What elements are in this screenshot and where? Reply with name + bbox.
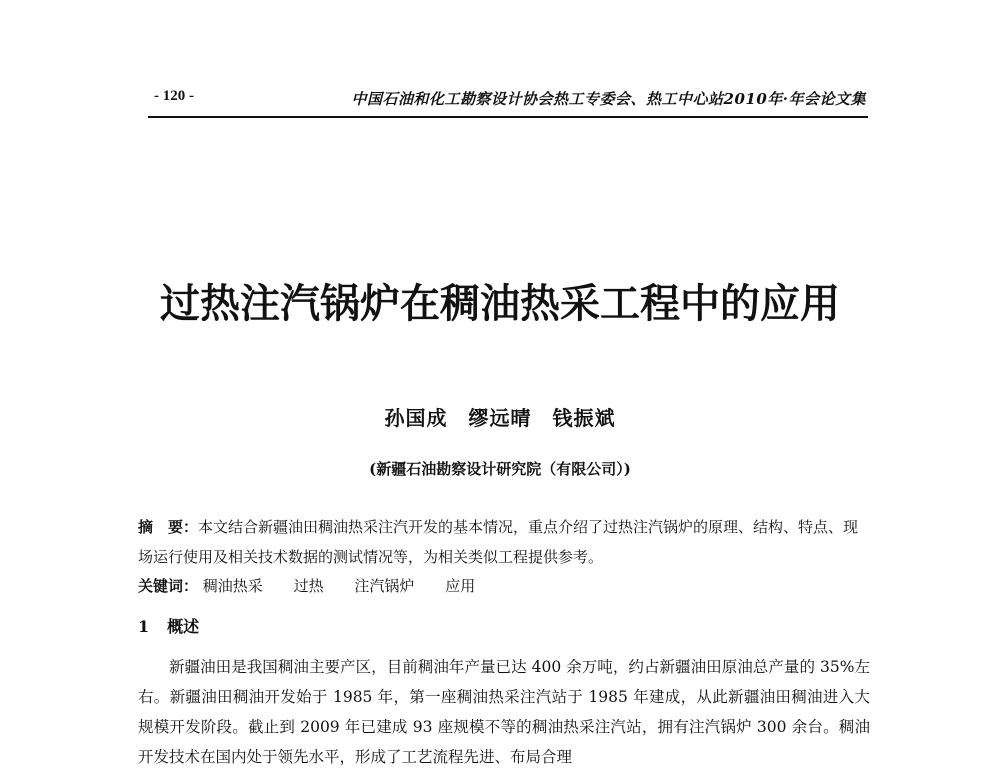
keyword-item: 注汽锅炉 [354, 577, 415, 595]
keywords [138, 572, 866, 600]
author-affiliation: (新疆石油勘察设计研究院（有限公司）) [369, 460, 631, 478]
paper-title: 过热注汽锅炉在稠油热采工程中的应用 [160, 280, 840, 327]
keywords-label: 关键词： [138, 577, 199, 595]
section-heading [138, 614, 199, 637]
keyword-item: 应用 [445, 577, 476, 595]
keyword-item: 过热 [293, 577, 324, 595]
abstract-label: 摘 要： [138, 518, 199, 536]
author-list: 孙国成 缪远晴 钱振斌 [384, 406, 616, 430]
keyword-item: 稠油热采 [202, 577, 263, 595]
running-header [148, 88, 868, 118]
section-title: 概述 [167, 617, 200, 636]
abstract [138, 512, 866, 572]
body-paragraph: 新疆油田是我国稠油主要产区，目前稠油年产量已达 400 余万吨，约占新疆油田原油总产量的 35%左右。新疆油田稠油开发始于 1985 年，第一座稠油热采注汽站于 1985 年建成，从此新疆油田稠油进入大规模开发阶段。截止到 2009 年已建成 93 座规模不等的稠油热采注汽站，拥有注汽锅炉 300 余台。稠油开发技术在国内处于领先水平，形成了工艺流程先进、布局合理 [138, 658, 870, 766]
section-number: 1 [138, 617, 150, 636]
page-number: - 120 - [154, 88, 194, 104]
abstract-text: 本文结合新疆油田稠油热采注汽开发的基本情况，重点介绍了过热注汽锅炉的原理、结构、特点、现场运行使用及相关技术数据的测试情况等，为相关类似工程提供参考。 [138, 518, 859, 566]
running-head-text: 中国石油和化工勘察设计协会热工专委会、热工中心站2010年·年会论文集 [351, 90, 866, 108]
